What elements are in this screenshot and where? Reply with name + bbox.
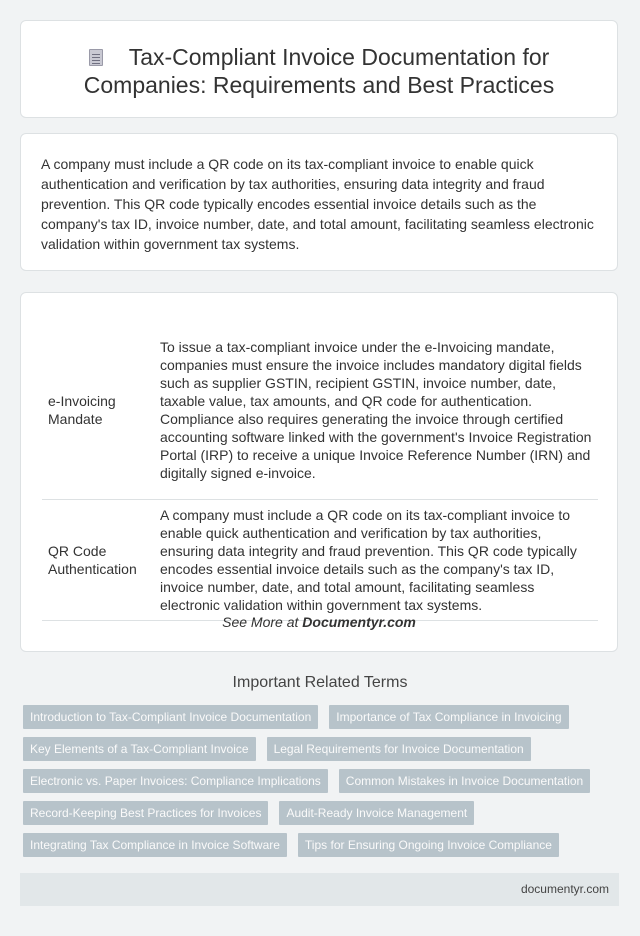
tag-row	[23, 737, 623, 769]
definition-cell: A company must include a QR code on its tax-compliant invoice to enable quick authentication and verification by tax authorities, ensuring data integrity and fraud prevention. This QR code typically encodes essential invoice details such as the company's tax ID, invoice number, date, and total amount, facilitating seamless electronic validation within government tax systems.	[152, 500, 598, 621]
related-term-tag[interactable]: Integrating Tax Compliance in Invoice Software	[23, 833, 287, 857]
document-icon	[89, 49, 103, 66]
related-terms-list	[23, 705, 623, 865]
footer-site-link[interactable]: documentyr.com	[520, 882, 609, 896]
summary-text: A company must include a QR code on its tax-compliant invoice to enable quick authentication and verification by tax authorities, ensuring data integrity and fraud prevention. This QR code typically encodes essential invoice details such as the company's tax ID, invoice number, date, and total amount, facilitating seamless electronic validation within government tax systems.	[41, 156, 594, 252]
title-card	[20, 20, 618, 118]
definition-cell: To issue a tax-compliant invoice under the e-Invoicing mandate, companies must ensure the invoice includes mandatory digital fields such as supplier GSTIN, recipient GSTIN, invoice number, date, taxable value, tax amounts, and QR code for authentication. Compliance also requires generating the invoice through certified accounting software linked with the government's Invoice Registration Portal (IRP) to receive a unique Invoice Reference Number (IRN) and digitally signed e-invoice.	[152, 321, 598, 500]
related-term-tag[interactable]: Common Mistakes in Invoice Documentation	[339, 769, 590, 793]
summary-card	[20, 133, 618, 271]
related-term-tag[interactable]: Importance of Tax Compliance in Invoicing	[329, 705, 568, 729]
definitions-card	[20, 292, 618, 652]
related-terms-heading: Important Related Terms	[232, 674, 408, 691]
tag-row	[23, 705, 623, 737]
table-row	[42, 321, 598, 500]
related-term-tag[interactable]: Electronic vs. Paper Invoices: Compliance Implications	[23, 769, 328, 793]
see-more-site: Documentyr.com	[302, 614, 416, 630]
tag-row	[23, 769, 623, 801]
related-term-tag[interactable]: Key Elements of a Tax-Compliant Invoice	[23, 737, 256, 761]
related-term-tag[interactable]: Legal Requirements for Invoice Documentation	[267, 737, 531, 761]
table-row	[42, 500, 598, 621]
related-term-tag[interactable]: Audit-Ready Invoice Management	[279, 801, 474, 825]
see-more-prefix: See More at	[222, 614, 303, 630]
page-title	[21, 21, 617, 99]
footer-bar	[20, 873, 619, 906]
definitions-table	[42, 321, 598, 621]
related-term-tag[interactable]: Tips for Ensuring Ongoing Invoice Compliance	[298, 833, 559, 857]
tag-row	[23, 801, 623, 833]
related-term-tag[interactable]: Introduction to Tax-Compliant Invoice Documentation	[23, 705, 318, 729]
page-title-text: Tax-Compliant Invoice Documentation for Companies: Requirements and Best Practices	[83, 44, 555, 98]
see-more-link[interactable]	[21, 614, 617, 630]
term-cell: QR Code Authentication	[42, 500, 152, 621]
tag-row	[23, 833, 623, 865]
term-cell: e-Invoicing Mandate	[42, 321, 152, 500]
related-term-tag[interactable]: Record-Keeping Best Practices for Invoices	[23, 801, 268, 825]
